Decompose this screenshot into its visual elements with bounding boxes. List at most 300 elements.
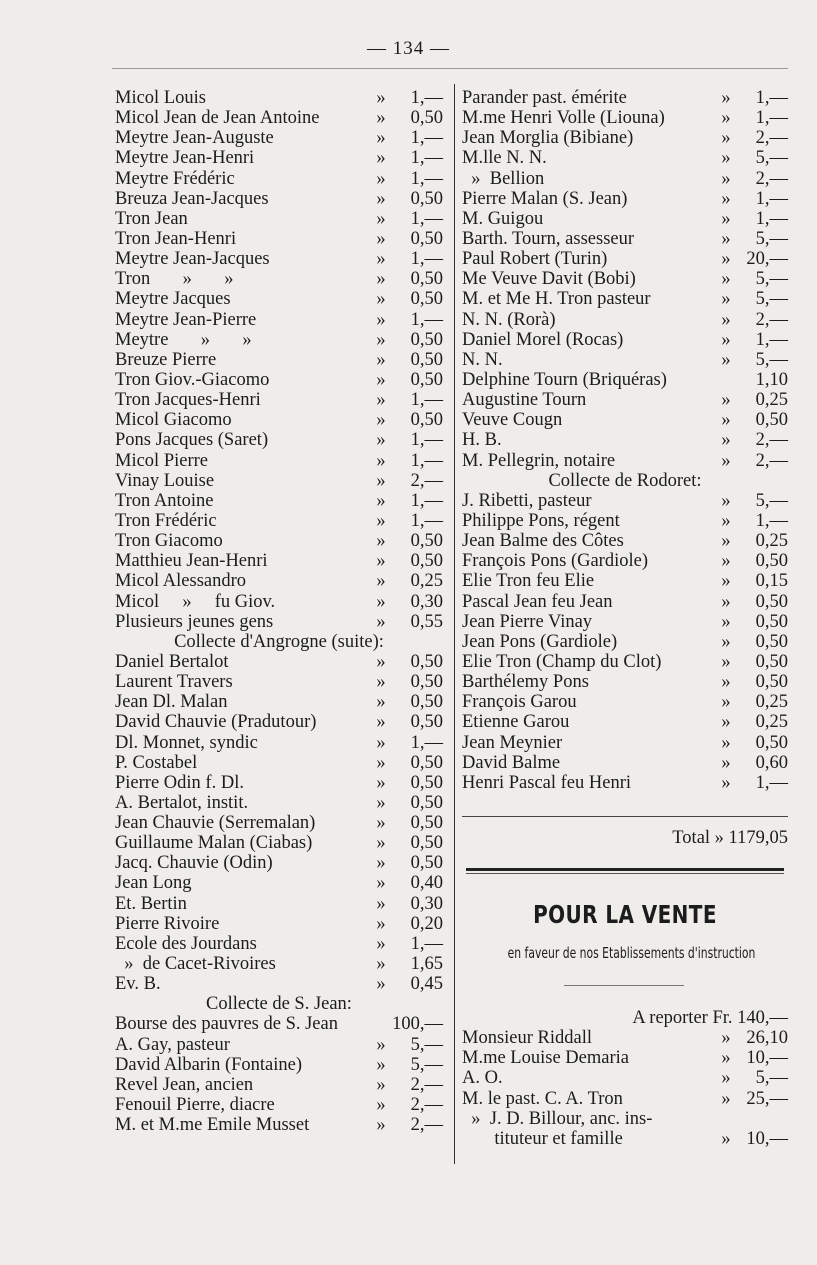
donor-name: » J. D. Billour, anc. ins-	[462, 1108, 653, 1129]
donation-amount: 0,50	[410, 833, 443, 854]
donor-name: Guillaume Malan (Ciabas)	[115, 833, 313, 854]
list-item	[115, 773, 443, 793]
donation-amount: 1,—	[410, 208, 443, 229]
header-rule	[112, 68, 788, 69]
ditto-mark: »	[376, 571, 386, 592]
donor-name: A. O.	[462, 1068, 503, 1089]
donation-amount: 2,—	[755, 450, 788, 471]
list-item	[462, 310, 788, 330]
donor-name: Paul Robert (Turin)	[462, 249, 608, 270]
list-item	[115, 410, 443, 430]
donation-amount: 1,—	[410, 490, 443, 511]
donation-amount: 0,50	[410, 651, 443, 672]
ditto-mark: »	[721, 349, 731, 370]
list-item	[115, 833, 443, 853]
ditto-mark: »	[721, 208, 731, 229]
list-item	[462, 531, 788, 551]
list-item	[462, 451, 788, 471]
list-item	[115, 289, 443, 309]
ditto-mark: »	[376, 933, 386, 954]
donation-amount: 0,50	[410, 228, 443, 249]
list-item	[462, 491, 788, 511]
ditto-mark: »	[376, 349, 386, 370]
ditto-mark: »	[376, 1115, 386, 1136]
donor-name: François Pons (Gardiole)	[462, 551, 648, 572]
ditto-mark: »	[721, 571, 731, 592]
ditto-mark: »	[376, 692, 386, 713]
donor-name: M. Guigou	[462, 208, 544, 229]
donor-name: Me Veuve Davit (Bobi)	[462, 269, 636, 290]
donation-amount: 0,50	[410, 712, 443, 733]
donor-name: Parander past. émérite	[462, 88, 627, 108]
donor-name: Elie Tron feu Elie	[462, 571, 595, 592]
list-item	[462, 511, 788, 531]
list-item	[115, 229, 443, 249]
ditto-mark: »	[721, 390, 731, 411]
list-item	[115, 974, 443, 994]
donation-amount: 0,50	[755, 732, 788, 753]
list-item	[115, 350, 443, 370]
list-item	[115, 612, 443, 632]
ditto-mark: »	[376, 390, 386, 411]
vente-list	[462, 1008, 788, 1149]
list-item	[462, 88, 788, 108]
list-item	[462, 1089, 788, 1109]
donation-amount: 1,—	[755, 772, 788, 793]
donor-name: Meytre Frédéric	[115, 168, 235, 189]
ditto-mark: »	[721, 772, 731, 793]
donor-name: Delphine Tourn (Briquéras)	[462, 369, 667, 390]
list-item	[115, 853, 443, 873]
list-item	[115, 88, 443, 108]
total-rule	[462, 816, 788, 817]
ditto-mark: »	[376, 289, 386, 310]
donor-name: Jean Meynier	[462, 732, 563, 753]
donation-amount: 5,—	[755, 349, 788, 370]
ditto-mark: »	[376, 551, 386, 572]
donation-amount: 5,—	[755, 269, 788, 290]
list-item	[462, 551, 788, 571]
donor-name: Jean Pierre Vinay	[462, 611, 593, 632]
ditto-mark: »	[721, 631, 731, 652]
list-item	[115, 310, 443, 330]
donation-amount: 2,—	[410, 1095, 443, 1116]
donor-name: J. Ribetti, pasteur	[462, 490, 592, 511]
donor-name: Barth. Tourn, assesseur	[462, 228, 635, 249]
list-item	[115, 108, 443, 128]
ditto-mark: »	[376, 188, 386, 209]
donation-amount: 0,50	[755, 611, 788, 632]
list-item	[462, 289, 788, 309]
donation-amount: 0,50	[755, 631, 788, 652]
donor-name: Ev. B.	[115, 974, 161, 995]
donor-name: Tron Giov.-Giacomo	[115, 369, 270, 390]
donor-name: Pons Jacques (Saret)	[115, 430, 269, 451]
donation-amount: 0,50	[410, 349, 443, 370]
donation-amount: 0,50	[410, 531, 443, 552]
list-item	[115, 592, 443, 612]
donor-name: » Bellion	[462, 168, 545, 189]
donation-amount: 26,10	[746, 1028, 788, 1049]
donation-amount: 1,—	[410, 168, 443, 189]
ditto-mark: »	[376, 732, 386, 753]
list-item	[115, 813, 443, 833]
donor-name: Revel Jean, ancien	[115, 1074, 254, 1095]
list-item	[115, 128, 443, 148]
list-item	[115, 491, 443, 511]
list-item	[462, 1028, 788, 1048]
ditto-mark: »	[376, 531, 386, 552]
donation-amount: 0,50	[755, 591, 788, 612]
ditto-mark: »	[721, 672, 731, 693]
section-heading: Collecte d'Angrogne (suite):	[174, 631, 384, 652]
donor-name: Micol Pierre	[115, 450, 208, 471]
ditto-mark: »	[376, 913, 386, 934]
list-item	[462, 410, 788, 430]
donor-name: Tron Jean-Henri	[115, 228, 237, 249]
donation-amount: 1,—	[410, 510, 443, 531]
donor-name: Tron Frédéric	[115, 510, 217, 531]
donor-name: Etienne Garou	[462, 712, 570, 733]
ditto-mark: »	[376, 490, 386, 511]
donor-name: M.me Louise Demaria	[462, 1048, 629, 1069]
ditto-mark: »	[376, 893, 386, 914]
donor-name: Meytre Jean-Auguste	[115, 128, 274, 149]
list-item	[115, 471, 443, 491]
donor-name: Jean Long	[115, 873, 192, 894]
donation-amount: 2,—	[755, 309, 788, 330]
donor-name: Philippe Pons, régent	[462, 510, 620, 531]
donor-name: David Albarin (Fontaine)	[115, 1054, 303, 1075]
list-item	[115, 753, 443, 773]
list-item	[462, 148, 788, 168]
ditto-mark: »	[376, 329, 386, 350]
donation-amount: 25,—	[746, 1088, 788, 1109]
donation-amount: 1,—	[410, 933, 443, 954]
ditto-mark: »	[721, 510, 731, 531]
list-item	[115, 430, 443, 450]
donor-name: Ecole des Jourdans	[115, 933, 257, 954]
donor-name: Jean Morglia (Bibiane)	[462, 128, 634, 149]
list-item	[115, 551, 443, 571]
ditto-mark: »	[376, 430, 386, 451]
ditto-mark: »	[721, 249, 731, 270]
list-item	[462, 430, 788, 450]
donor-name: David Balme	[462, 752, 561, 773]
ditto-mark: »	[376, 168, 386, 189]
donation-amount: 2,—	[755, 430, 788, 451]
list-item	[115, 148, 443, 168]
vente-subtitle: en faveur de nos Etablissements d'instruction	[507, 944, 756, 962]
donor-name: N. N. (Rorà)	[462, 309, 556, 330]
donation-amount: 0,50	[410, 792, 443, 813]
donation-amount: 0,25	[755, 712, 788, 733]
donor-name: Plusieurs jeunes gens	[115, 611, 274, 632]
donation-amount: 10,—	[746, 1128, 788, 1149]
donor-name: H. B.	[462, 430, 502, 451]
donor-name: François Garou	[462, 692, 577, 713]
list-item	[115, 793, 443, 813]
list-item	[115, 894, 443, 914]
donor-name: Breuze Pierre	[115, 349, 217, 370]
list-item	[115, 712, 443, 732]
section-double-rule	[466, 868, 784, 871]
ditto-mark: »	[721, 188, 731, 209]
donor-name: Micol Giacomo	[115, 410, 232, 431]
donation-amount: 100,—	[392, 1014, 443, 1035]
list-item	[462, 390, 788, 410]
donation-amount: 0,50	[410, 289, 443, 310]
list-item	[115, 330, 443, 350]
donation-amount: 20,—	[746, 249, 788, 270]
section-heading: Collecte de S. Jean:	[206, 994, 352, 1015]
ditto-mark: »	[721, 490, 731, 511]
donor-name: Meytre Jean-Jacques	[115, 249, 270, 270]
ditto-mark: »	[721, 410, 731, 431]
donation-amount: 0,60	[755, 752, 788, 773]
donor-name: M. Pellegrin, notaire	[462, 450, 616, 471]
donor-name: Breuza Jean-Jacques	[115, 188, 269, 209]
donation-amount: 0,50	[410, 108, 443, 129]
section-thin-rule	[466, 873, 784, 874]
list-item	[115, 249, 443, 269]
ditto-mark: »	[376, 249, 386, 270]
list-item	[115, 169, 443, 189]
donation-amount: 0,50	[410, 188, 443, 209]
list-item	[115, 390, 443, 410]
donor-name: Pascal Jean feu Jean	[462, 591, 613, 612]
donation-amount: 1,—	[755, 188, 788, 209]
ditto-mark: »	[376, 954, 386, 975]
list-item	[462, 1048, 788, 1068]
ditto-mark: »	[376, 1074, 386, 1095]
list-item	[115, 914, 443, 934]
donation-amount: 0,50	[410, 692, 443, 713]
ditto-mark: »	[721, 148, 731, 169]
list-item	[115, 1115, 443, 1135]
list-item	[115, 1014, 443, 1034]
reporter-line: A reporter Fr. 140,—	[632, 1008, 788, 1028]
list-item	[462, 753, 788, 773]
ditto-mark: »	[721, 228, 731, 249]
donation-amount: 5,—	[755, 289, 788, 310]
ditto-mark: »	[376, 813, 386, 834]
donor-name: Augustine Tourn	[462, 390, 587, 411]
ditto-mark: »	[376, 510, 386, 531]
ditto-mark: »	[721, 430, 731, 451]
ditto-mark: »	[376, 772, 386, 793]
ditto-mark: »	[376, 651, 386, 672]
list-item	[462, 692, 788, 712]
donor-name: A. Bertalot, instit.	[115, 792, 249, 813]
ditto-mark: »	[376, 672, 386, 693]
ditto-mark: »	[376, 128, 386, 149]
ditto-mark: »	[721, 752, 731, 773]
donation-amount: 0,50	[755, 651, 788, 672]
donor-name: Tron Jacques-Henri	[115, 390, 261, 411]
ditto-mark: »	[721, 732, 731, 753]
donation-amount: 0,30	[410, 591, 443, 612]
donation-amount: 1,—	[755, 329, 788, 350]
list-item	[462, 571, 788, 591]
donor-name: Micol Jean de Jean Antoine	[115, 108, 320, 129]
ditto-mark: »	[721, 712, 731, 733]
donation-amount: 1,—	[410, 249, 443, 270]
ditto-mark: »	[721, 651, 731, 672]
list-item	[115, 269, 443, 289]
donor-name: Elie Tron (Champ du Clot)	[462, 651, 662, 672]
list-item	[462, 733, 788, 753]
donation-amount: 5,—	[755, 228, 788, 249]
list-item	[462, 128, 788, 148]
ditto-mark: »	[376, 833, 386, 854]
list-item	[462, 350, 788, 370]
ditto-mark: »	[376, 974, 386, 995]
ditto-mark: »	[721, 1128, 731, 1149]
donation-amount: 0,40	[410, 873, 443, 894]
donor-name: tituteur et famille	[462, 1128, 623, 1149]
donation-amount: 0,20	[410, 913, 443, 934]
donation-amount: 5,—	[410, 1034, 443, 1055]
donor-name: Dl. Monnet, syndic	[115, 732, 258, 753]
donor-name: Monsieur Riddall	[462, 1028, 593, 1049]
donation-amount: 0,25	[755, 390, 788, 411]
flourish-rule	[564, 985, 684, 986]
ditto-mark: »	[721, 591, 731, 612]
ditto-mark: »	[721, 551, 731, 572]
list-item	[462, 269, 788, 289]
ditto-mark: »	[376, 88, 386, 108]
donation-amount: 0,30	[410, 893, 443, 914]
ditto-mark: »	[376, 1054, 386, 1075]
donor-name: Vinay Louise	[115, 470, 215, 491]
donor-name: Jean Balme des Côtes	[462, 531, 624, 552]
list-item	[462, 1109, 788, 1129]
list-item	[462, 592, 788, 612]
donation-amount: 0,50	[755, 672, 788, 693]
donor-name: Meytre » »	[115, 329, 252, 350]
donor-name: Henri Pascal feu Henri	[462, 772, 632, 793]
donor-name: Tron Jean	[115, 208, 188, 229]
list-item	[115, 370, 443, 390]
section-heading: Collecte de Rodoret:	[548, 470, 702, 491]
column-divider	[454, 84, 455, 1164]
donation-amount: 2,—	[755, 168, 788, 189]
donor-name: Daniel Bertalot	[115, 651, 229, 672]
list-item	[115, 692, 443, 712]
donation-amount: 1,—	[755, 108, 788, 129]
donor-name: M. et M.me Emile Musset	[115, 1115, 310, 1136]
donation-amount: 0,50	[410, 752, 443, 773]
ditto-mark: »	[376, 792, 386, 813]
donation-amount: 1,65	[410, 954, 443, 975]
donor-name: Fenouil Pierre, diacre	[115, 1095, 275, 1116]
ditto-mark: »	[376, 228, 386, 249]
list-item	[462, 1068, 788, 1088]
list-item	[462, 712, 788, 732]
donation-amount: 0,50	[410, 269, 443, 290]
ditto-mark: »	[721, 128, 731, 149]
donation-amount: 0,50	[410, 329, 443, 350]
ditto-mark: »	[376, 108, 386, 129]
list-item	[115, 1055, 443, 1075]
donor-name: Jean Dl. Malan	[115, 692, 228, 713]
donor-name: Jacq. Chauvie (Odin)	[115, 853, 273, 874]
list-item	[115, 189, 443, 209]
donation-amount: 0,50	[755, 551, 788, 572]
donation-amount: 5,—	[755, 1068, 788, 1089]
list-item	[462, 249, 788, 269]
donor-name: Veuve Cougn	[462, 410, 563, 431]
donation-amount: 2,—	[755, 128, 788, 149]
list-item	[462, 229, 788, 249]
donation-amount: 0,25	[755, 692, 788, 713]
list-item	[115, 451, 443, 471]
donor-name: Daniel Morel (Rocas)	[462, 329, 624, 350]
ditto-mark: »	[721, 1028, 731, 1049]
ditto-mark: »	[721, 531, 731, 552]
ditto-mark: »	[721, 692, 731, 713]
donation-amount: 0,50	[410, 369, 443, 390]
donor-name: Pierre Rivoire	[115, 913, 220, 934]
donor-name: M.lle N. N.	[462, 148, 547, 169]
list-item	[115, 1035, 443, 1055]
donor-name: Jean Chauvie (Serremalan)	[115, 813, 316, 834]
donation-amount: 5,—	[410, 1054, 443, 1075]
donor-name: Tron Giacomo	[115, 531, 223, 552]
donor-name: N. N.	[462, 349, 503, 370]
donor-name: Jean Pons (Gardiole)	[462, 631, 618, 652]
donor-name: Et. Bertin	[115, 893, 187, 914]
ditto-mark: »	[721, 1088, 731, 1109]
list-item	[115, 511, 443, 531]
ditto-mark: »	[721, 269, 731, 290]
donation-amount: 1,10	[755, 369, 788, 390]
list-item	[115, 209, 443, 229]
donation-amount: 0,50	[410, 853, 443, 874]
list-item	[115, 672, 443, 692]
ditto-mark: »	[376, 1034, 386, 1055]
ditto-mark: »	[376, 1095, 386, 1116]
list-item	[462, 1129, 788, 1149]
list-item	[115, 571, 443, 591]
list-item	[462, 169, 788, 189]
donation-amount: 10,—	[746, 1048, 788, 1069]
donor-name: Tron Antoine	[115, 490, 214, 511]
list-item	[462, 773, 788, 793]
donor-name: Micol » fu Giov.	[115, 591, 276, 612]
donor-name: P. Costabel	[115, 752, 198, 773]
donation-amount: 5,—	[755, 148, 788, 169]
donor-name: Meytre Jean-Henri	[115, 148, 255, 169]
total-line: Total » 1179,05	[672, 828, 788, 848]
ditto-mark: »	[376, 752, 386, 773]
ditto-mark: »	[376, 148, 386, 169]
donation-amount: 0,50	[410, 813, 443, 834]
donor-name: Meytre Jean-Pierre	[115, 309, 257, 330]
left-column	[115, 88, 443, 1135]
ditto-mark: »	[376, 410, 386, 431]
ditto-mark: »	[376, 853, 386, 874]
ditto-mark: »	[376, 369, 386, 390]
donor-name: M. le past. C. A. Tron	[462, 1088, 623, 1109]
donor-name: M.me Henri Volle (Liouna)	[462, 108, 665, 129]
donor-name: Barthélemy Pons	[462, 672, 589, 693]
donor-name: Laurent Travers	[115, 672, 233, 693]
list-item	[462, 672, 788, 692]
ditto-mark: »	[376, 712, 386, 733]
list-item	[115, 1075, 443, 1095]
